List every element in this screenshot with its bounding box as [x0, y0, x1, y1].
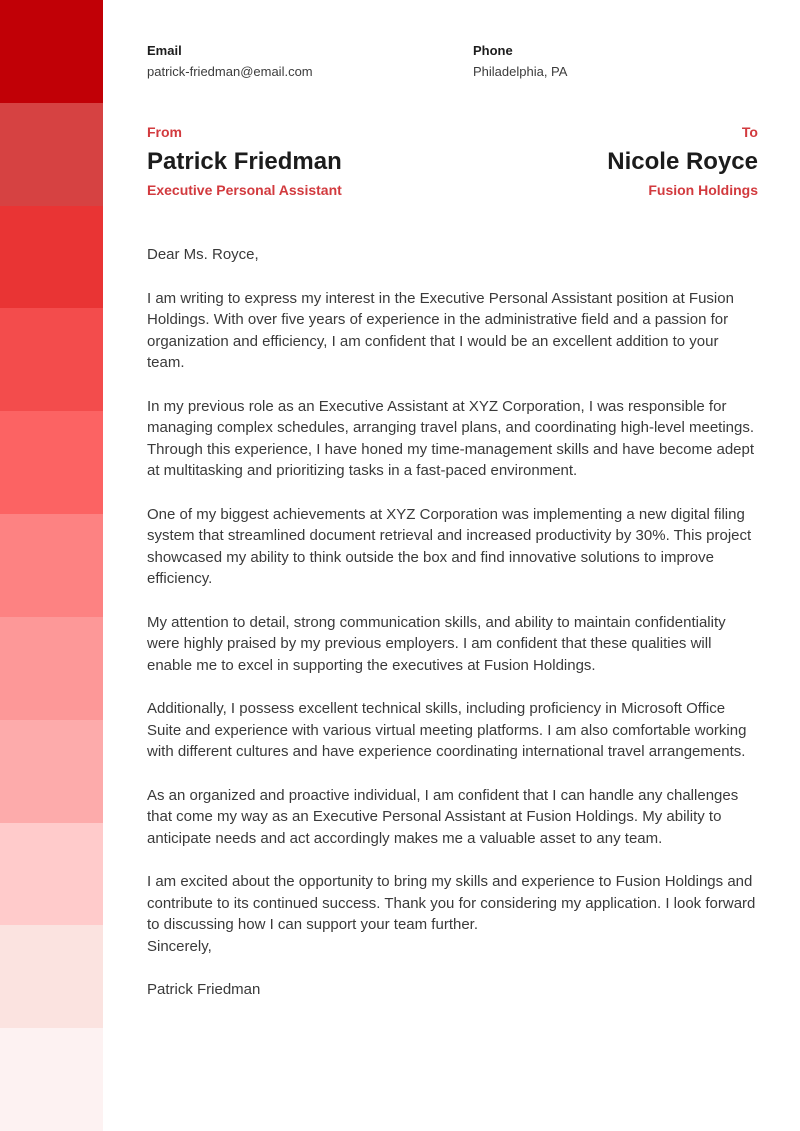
letter-paragraph: I am excited about the opportunity to bring my skills and experience to Fusion Holdings and contribute to its continued success. Thank you for considering my application. I look forward to discussing how I can support your team further.: [147, 873, 756, 933]
contact-phone-block: [473, 43, 758, 79]
sidebar-color-block: [0, 823, 103, 926]
closing: Sincerely,: [147, 937, 212, 955]
letter-paragraph: As an organized and proactive individual, I am confident that I can handle any challenges that come my way as an Executive Personal Assistant at Fusion Holdings. My ability to anticipate needs and act accordingly makes me a valuable asset to any team.: [147, 786, 739, 847]
sidebar-gradient: [0, 0, 103, 1131]
sender-name: Patrick Friedman: [147, 148, 342, 175]
letter-body: [147, 244, 758, 1001]
letter-paragraph: One of my biggest achievements at XYZ Corporation was implementing a new digital filing system that streamlined document retrieval and increased productivity by 30%. This project showcased my ability to think outside the box and find innovative solutions to improve efficiency.: [147, 505, 752, 587]
email-value: patrick-friedman@email.com: [147, 64, 313, 79]
from-block: [147, 124, 342, 198]
sidebar-color-block: [0, 411, 103, 514]
to-block: [607, 124, 758, 198]
letter-paragraph: Additionally, I possess excellent technical skills, including proficiency in Microsoft Office Suite and experience with various virtual meeting platforms. I am also comfortable working with different cultures and have experience coordinating international travel arrangements.: [147, 700, 747, 760]
letter-paragraph: In my previous role as an Executive Assistant at XYZ Corporation, I was responsible for managing complex schedules, arranging travel plans, and coordinating high-level meetings. Through this experience, I have honed my time-management skills and have become adept at multitasking and prioritizing tasks in a fast-paced environment.: [147, 397, 755, 479]
sidebar-color-block: [0, 1028, 103, 1131]
phone-value: Philadelphia, PA: [473, 64, 568, 79]
sidebar-color-block: [0, 617, 103, 720]
contact-email-block: [147, 43, 473, 79]
sidebar-color-block: [0, 0, 103, 103]
from-label: From: [147, 124, 182, 140]
to-label: To: [741, 124, 758, 140]
sidebar-color-block: [0, 514, 103, 617]
sidebar-color-block: [0, 925, 103, 1028]
phone-label: Phone: [473, 43, 513, 58]
salutation: Dear Ms. Royce,: [147, 246, 259, 263]
letter-paragraph: I am writing to express my interest in the Executive Personal Assistant position at Fusion Holdings. With over five years of experience in the administrative field and a passion for organization and efficiency, I am confident that I would be an excellent addition to your team.: [147, 289, 734, 371]
cover-letter-page: [147, 0, 758, 1001]
sidebar-color-block: [0, 308, 103, 411]
signature: Patrick Friedman: [147, 981, 261, 998]
sidebar-color-block: [0, 206, 103, 309]
sidebar-color-block: [0, 103, 103, 206]
letter-paragraph: My attention to detail, strong communication skills, and ability to maintain confidentiality were highly praised by my previous employers. I am confident that these qualities will enable me to excel in supporting the executives at Fusion Holdings.: [147, 613, 726, 674]
recipient-name: Nicole Royce: [607, 148, 758, 175]
recipient-company: Fusion Holdings: [648, 182, 758, 198]
email-label: Email: [147, 43, 182, 58]
sender-job-title: Executive Personal Assistant: [147, 182, 342, 198]
from-to-section: [147, 124, 758, 198]
sidebar-color-block: [0, 720, 103, 823]
letter-paragraphs: [147, 288, 758, 936]
contact-header: [147, 0, 758, 79]
